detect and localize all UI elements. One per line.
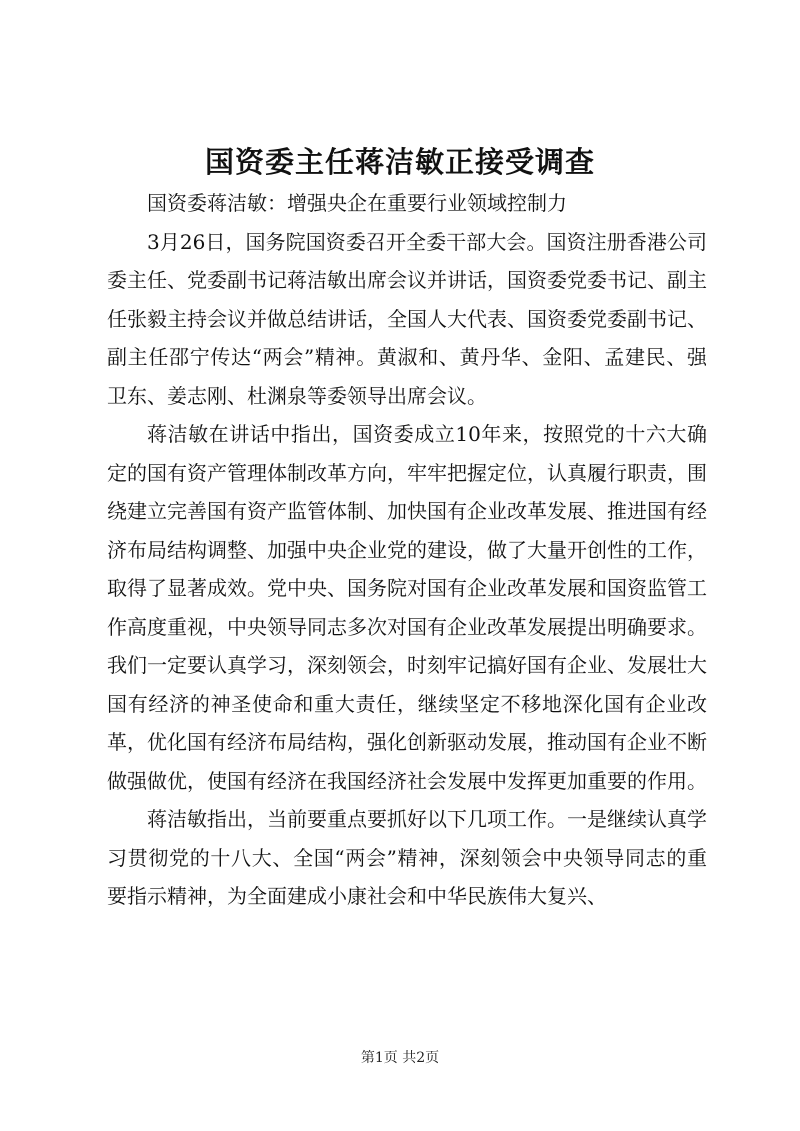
subtitle-paragraph: 国资委蒋洁敏：增强央企在重要行业领域控制力 (147, 191, 567, 215)
body-paragraph: 蒋洁敏在讲话中指出，国资委成立10年来，按照党的十六大确定的国有资产管理体制改革方向，牢牢把握定位，认真履行职责，围绕建立完善国有资产监管体制、加快国有企业改革发展、推进国有经济布局结构调整、加强中央企业党的建设，做了大量开创性的工作，取得了显著成效。党中央、国务院对国有企业改革发展和国资监管工作高度重视，中央领导同志多次对国有企业改革发展提出明确要求。我们一定要认真学习，深刻领会，时刻牢记搞好国有企业、发展壮大国有经济的神圣使命和重大责任，继续坚定不移地深化国有企业改革，优化国有经济布局结构，强化创新驱动发展，推动国有企业不断做强做优，使国有经济在我国经济社会发展中发挥更加重要的作用。 (107, 422, 707, 793)
page-number-footer: 第1页 共2页 (360, 1050, 440, 1066)
document-body (107, 184, 707, 916)
page-title: 国资委主任蒋洁敏正接受调查 (204, 145, 595, 179)
body-paragraph: 蒋洁敏指出，当前要重点要抓好以下几项工作。一是继续认真学习贯彻党的十八大、全国“两会”精神，深刻领会中央领导同志的重要指示精神，为全面建成小康社会和中华民族伟大复兴、 (107, 807, 707, 908)
body-paragraph: 3月26日，国务院国资委召开全委干部大会。国资注册香港公司委主任、党委副书记蒋洁敏出席会议并讲话，国资委党委书记、副主任张毅主持会议并做总结讲话，全国人大代表、国资委党委副书记、副主任邵宁传达“两会”精神。黄淑和、黄丹华、金阳、孟建民、强卫东、姜志刚、杜渊泉等委领导出席会议。 (107, 229, 707, 408)
